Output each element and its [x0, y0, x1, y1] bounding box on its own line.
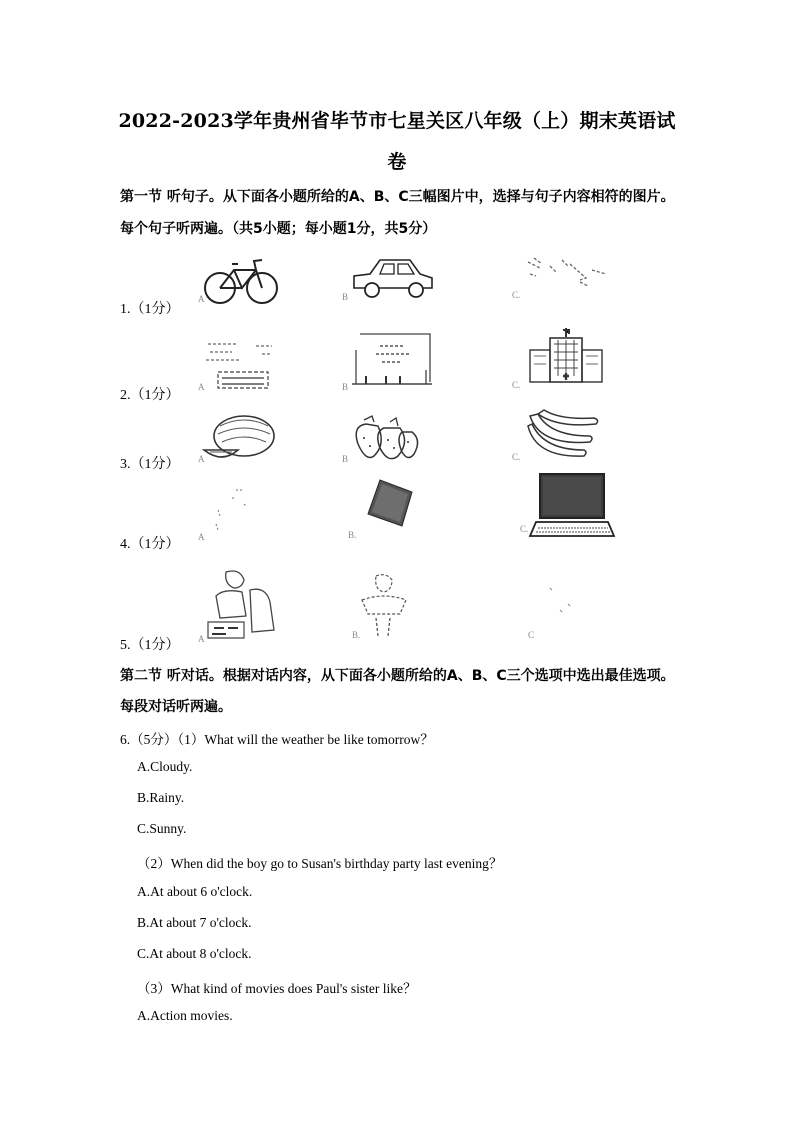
question-6-sub2: （2）When did the boy go to Susan's birthday party last evening？	[137, 856, 503, 871]
question-6-sub1: 6.（5分）（1）What will the weather be like tomorrow？	[120, 732, 434, 747]
question-5-label: 5.（1分）	[120, 638, 180, 653]
q6-2-option-b[interactable]: B.At about 7 o'clock.	[137, 915, 252, 930]
q5-option-a-label: A	[198, 634, 205, 644]
section1-instruction: 第一节 听句子。从下面各小题所给的A、B、C三幅图片中，选择与句子内容相符的图片。	[120, 189, 675, 205]
q5-option-a-people-picture[interactable]	[196, 566, 286, 646]
q4-option-a-picture[interactable]	[196, 484, 286, 544]
q5-option-b-label: B.	[352, 630, 361, 640]
q3-option-b-strawberries-picture[interactable]	[340, 410, 430, 466]
q6-1-option-a[interactable]: A.Cloudy.	[137, 759, 193, 774]
section2-instruction-continued: 每段对话听两遍。	[120, 699, 232, 715]
q1-option-c-label: C.	[512, 290, 521, 300]
question-1-label: 1.（1分）	[120, 302, 180, 317]
section2-instruction: 第二节 听对话。根据对话内容，从下面各小题所给的A、B、C三个选项中选出最佳选项。	[120, 668, 675, 684]
q4-option-b-tablet-picture[interactable]	[340, 478, 430, 544]
q3-option-c-bananas-picture[interactable]	[510, 406, 610, 466]
page-title-continued: 卷	[387, 151, 407, 173]
q6-1-option-b[interactable]: B.Rainy.	[137, 790, 185, 805]
q4-option-c-laptop-picture[interactable]	[510, 470, 620, 544]
q1-option-a-label: A	[198, 294, 205, 304]
q5-option-b-person-picture[interactable]	[340, 570, 430, 644]
q5-option-c-label: C	[528, 630, 535, 640]
q2-option-b-label: B	[342, 382, 349, 392]
q5-option-c-picture[interactable]	[510, 580, 610, 644]
q6-2-option-c[interactable]: C.At about 8 o'clock.	[137, 946, 252, 961]
q2-option-a-label: A	[198, 382, 205, 392]
question-3-label: 3.（1分）	[120, 457, 180, 472]
section1-instruction-continued: 每个句子听两遍。（共5小题；每小题1分，共5分）	[120, 221, 437, 237]
q6-1-option-c[interactable]: C.Sunny.	[137, 821, 187, 836]
page-title: 2022-2023学年贵州省毕节市七星关区八年级（上）期末英语试	[118, 110, 676, 132]
q3-option-a-label: A	[198, 454, 205, 464]
q2-option-c-hospital-picture[interactable]	[510, 328, 620, 394]
q1-option-b-label: B	[342, 292, 349, 302]
q1-option-b-car-picture[interactable]	[340, 252, 440, 306]
q3-option-a-watermelon-picture[interactable]	[196, 410, 286, 466]
question-2-label: 2.（1分）	[120, 388, 180, 403]
question-6-sub3: （3）What kind of movies does Paul's sister like？	[137, 981, 417, 996]
question-4-label: 4.（1分）	[120, 537, 180, 552]
q2-option-b-classroom-picture[interactable]	[340, 330, 436, 394]
q4-option-c-label: C.	[520, 524, 529, 534]
q1-option-c-plane-picture[interactable]	[510, 252, 620, 306]
q1-option-a-bicycle-picture[interactable]	[196, 252, 286, 306]
q4-option-b-label: B.	[348, 530, 357, 540]
q2-option-a-house-picture[interactable]	[196, 334, 286, 394]
q3-option-c-label: C.	[512, 452, 521, 462]
q3-option-b-label: B	[342, 454, 349, 464]
q6-2-option-a[interactable]: A.At about 6 o'clock.	[137, 884, 253, 899]
q4-option-a-label: A	[198, 532, 205, 542]
q6-3-option-a[interactable]: A.Action movies.	[137, 1008, 233, 1023]
q2-option-c-label: C.	[512, 380, 521, 390]
